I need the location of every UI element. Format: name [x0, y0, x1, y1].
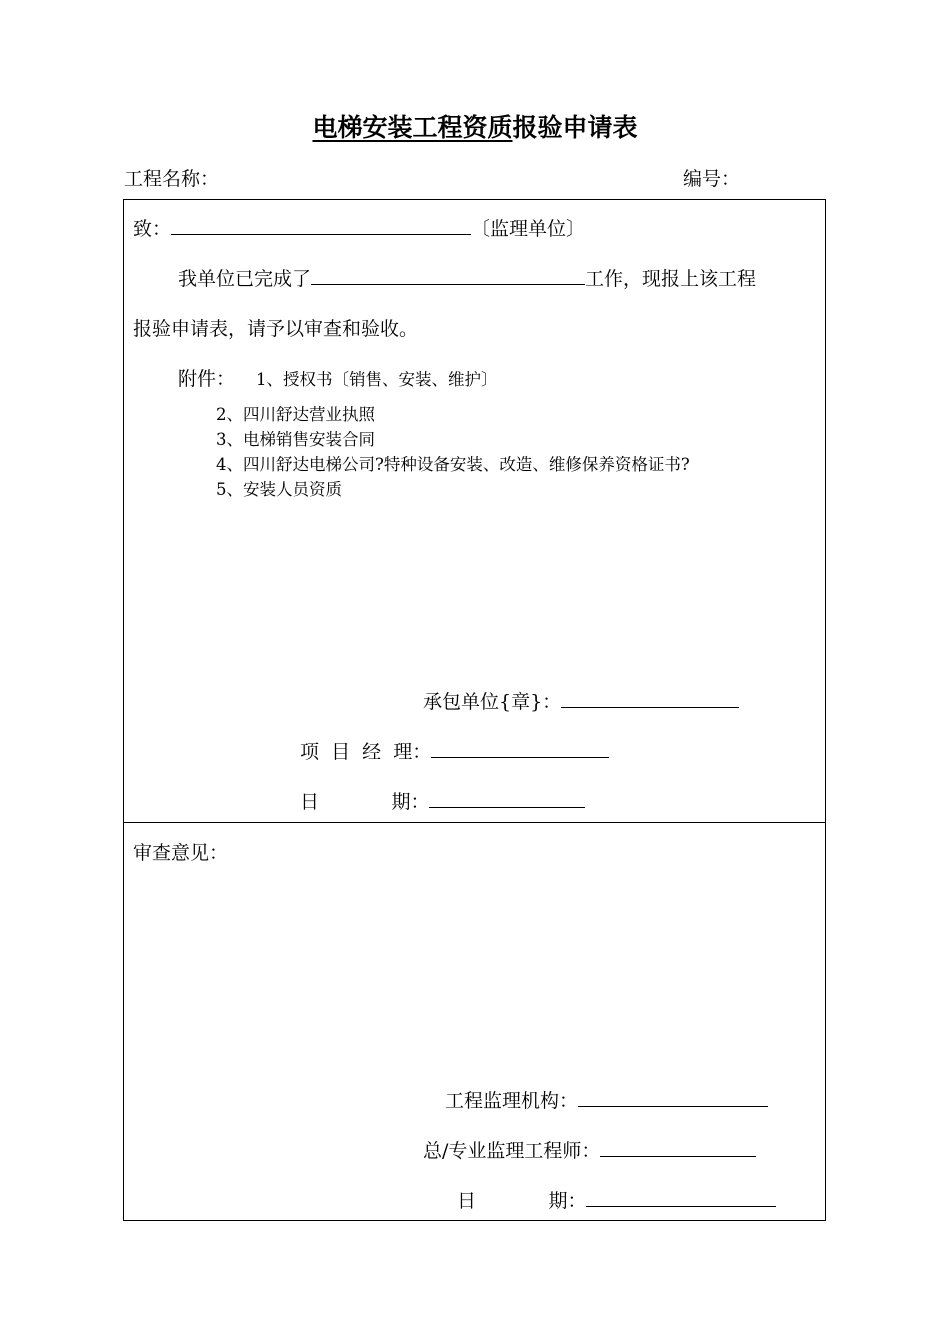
- to-label: 致：: [133, 218, 172, 240]
- to-row: [133, 214, 585, 241]
- supervision-org-label: 工程监理机构：: [445, 1090, 579, 1112]
- manager-row: [300, 737, 609, 764]
- title-rest: 报验申请表: [512, 113, 638, 142]
- section-divider: [123, 822, 826, 823]
- date-blank[interactable]: [429, 806, 585, 808]
- manager-label: 项 目 经 理：: [300, 741, 432, 763]
- project-name-label: 工程名称：: [124, 168, 220, 190]
- request-line: 报验申请表，请予以审查和验收。: [133, 318, 419, 340]
- attachment-item: 4、四川舒达电梯公司?特种设备安装、改造、维修保养资格证书?: [216, 455, 690, 474]
- attachment-item: 3、电梯销售安装合同: [216, 430, 375, 449]
- engineer-label: 总/专业监理工程师：: [423, 1140, 601, 1162]
- engineer-row: [423, 1136, 756, 1163]
- date-blank-2[interactable]: [586, 1205, 776, 1207]
- completed-prefix: 我单位已完成了: [178, 268, 312, 290]
- attachment-item: 1、授权书〔销售、安装、维护〕: [256, 370, 498, 389]
- engineer-blank[interactable]: [600, 1155, 756, 1157]
- page-title: [0, 108, 950, 144]
- contractor-row: [423, 687, 739, 714]
- date-row-2: [457, 1186, 776, 1213]
- supervision-org-blank[interactable]: [578, 1105, 768, 1107]
- attachments-label: 附件：: [178, 368, 236, 390]
- attachment-item: 5、安装人员资质: [216, 480, 342, 499]
- contractor-blank[interactable]: [561, 706, 739, 708]
- contractor-label: 承包单位{章}：: [423, 691, 562, 713]
- date-label-2: 日 期：: [457, 1190, 587, 1212]
- date-label: 日 期：: [300, 791, 430, 813]
- number-label: 编号：: [683, 168, 741, 190]
- supervisor-unit-blank[interactable]: [171, 233, 471, 235]
- attachment-item: 2、四川舒达营业执照: [216, 405, 375, 424]
- work-blank[interactable]: [311, 283, 585, 285]
- date-row: [300, 787, 585, 814]
- completed-suffix: 工作，现报上该工程: [585, 268, 757, 290]
- title-underlined: 电梯安装工程资质: [312, 113, 513, 142]
- supervisor-unit-label: 〔监理单位〕: [471, 218, 586, 240]
- supervision-org-row: [445, 1086, 768, 1113]
- completed-row: [178, 264, 756, 291]
- review-label: 审查意见：: [133, 842, 229, 864]
- manager-blank[interactable]: [431, 756, 609, 758]
